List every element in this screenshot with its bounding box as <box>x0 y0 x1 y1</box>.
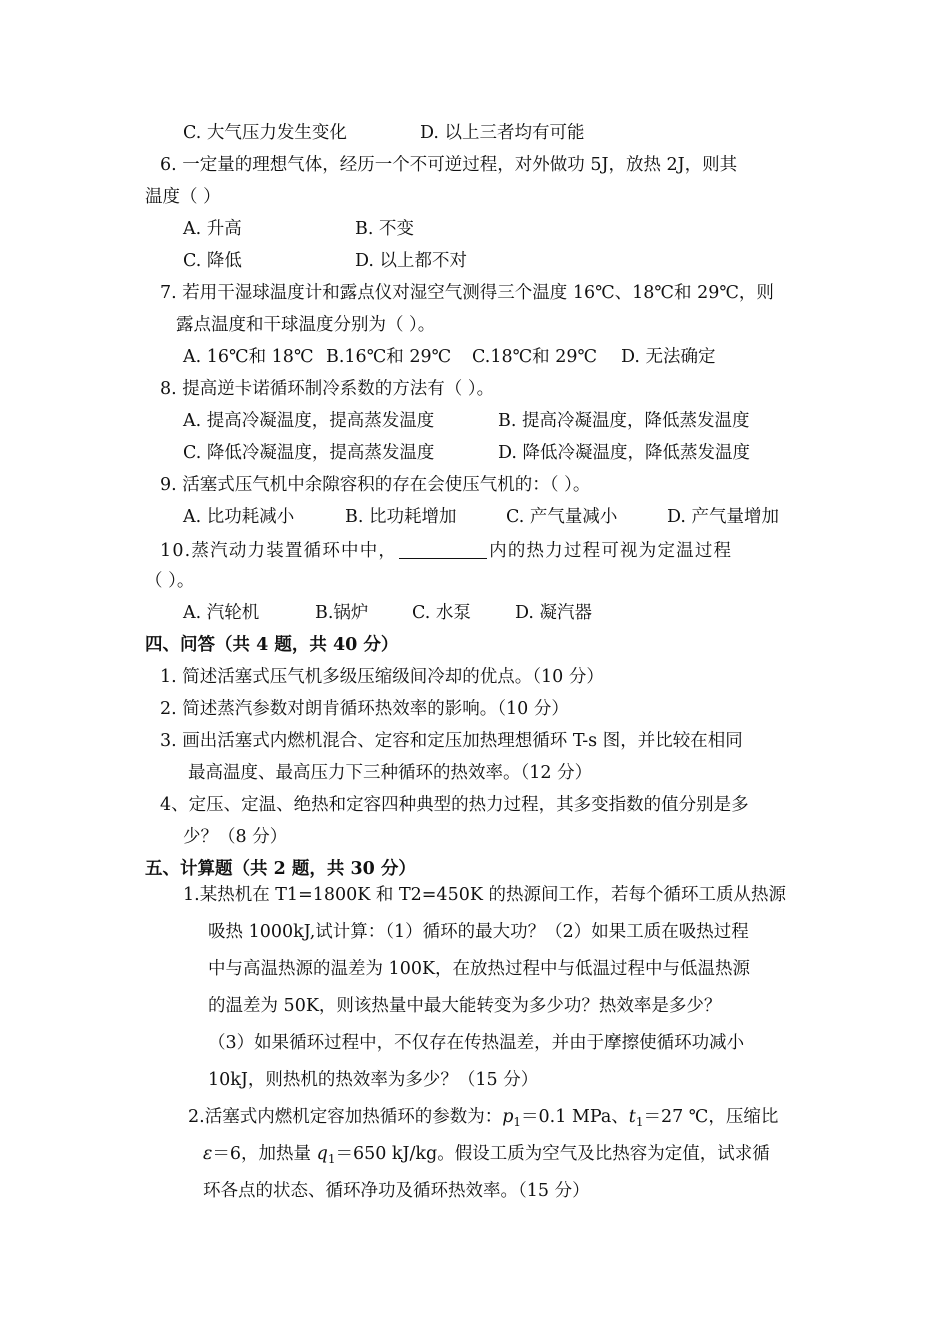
q9-option-d: D. 产气量增加 <box>667 507 780 527</box>
q10-option-d: D. 凝汽器 <box>515 603 593 623</box>
q7-option-a: A. 16℃和 18℃ <box>183 347 314 367</box>
problem1-line3: 中与高温热源的温差为 100K，在放热过程中与低温过程中与低温热源 <box>208 959 751 979</box>
q9-option-b: B. 比功耗增加 <box>345 507 457 527</box>
q10-stem-post: 内的热力过程可视为定温过程 <box>489 541 733 561</box>
q10-option-b: B.锅炉 <box>315 603 369 623</box>
q6-stem-line1: 6. 一定量的理想气体，经历一个不可逆过程，对外做功 5J，放热 2J，则其 <box>160 155 738 175</box>
q10-stem-line1 <box>160 541 732 561</box>
pressure-symbol: p <box>502 1107 514 1127</box>
problem1-line6: 10kJ，则热机的热效率为多少？（15 分） <box>208 1070 539 1090</box>
section4-q4-line1: 4、定压、定温、绝热和定容四种典型的热力过程，其多变指数的值分别是多 <box>160 795 749 815</box>
section4-q1: 1. 简述活塞式压气机多级压缩级间冷却的优点。（10 分） <box>160 667 604 687</box>
section4-q3-line1: 3. 画出活塞式内燃机混合、定容和定压加热理想循环 T-s 图，并比较在相同 <box>160 731 743 751</box>
section4-q3-line2: 最高温度、最高压力下三种循环的热效率。（12 分） <box>188 763 593 783</box>
q9-option-c: C. 产气量减小 <box>506 507 618 527</box>
q10-option-a: A. 汽轮机 <box>183 603 260 623</box>
q10-option-c: C. 水泵 <box>412 603 471 623</box>
q5-option-c: C. 大气压力发生变化 <box>183 123 347 143</box>
q7-option-d: D. 无法确定 <box>621 347 716 367</box>
q5-option-d: D. 以上三者均有可能 <box>420 123 585 143</box>
problem2-line1 <box>188 1109 778 1128</box>
q8-stem: 8. 提高逆卡诺循环制冷系数的方法有（ ）。 <box>160 379 495 399</box>
section4-q2: 2. 简述蒸汽参数对朗肯循环热效率的影响。（10 分） <box>160 699 569 719</box>
problem1-line4: 的温差为 50K，则该热量中最大能转变为多少功？热效率是多少？ <box>208 996 722 1016</box>
q6-option-d: D. 以上都不对 <box>355 251 468 271</box>
problem2-intro: 2.活塞式内燃机定容加热循环的参数为： <box>188 1107 503 1127</box>
problem2-line3: 环各点的状态、循环净功及循环热效率。（15 分） <box>203 1181 590 1201</box>
q6-stem-line2: 温度（ ） <box>145 187 221 207</box>
q6-option-b: B. 不变 <box>355 219 414 239</box>
section5-heading: 五、计算题（共 2 题，共 30 分） <box>145 859 416 879</box>
heat-value-text: ＝650 kJ/kg。假设工质为空气及比热容为定值，试求循 <box>335 1144 770 1164</box>
q8-option-d: D. 降低冷凝温度，降低蒸发温度 <box>498 443 751 463</box>
q10-stem-pre: 10.蒸汽动力装置循环中中， <box>160 541 398 561</box>
q6-option-c: C. 降低 <box>183 251 242 271</box>
q7-option-b: B.16℃和 29℃ <box>326 347 452 367</box>
q6-option-a: A. 升高 <box>183 219 242 239</box>
problem1-line1: 1.某热机在 T1=1800K 和 T2=450K 的热源间工作，若每个循环工质从热源 <box>183 885 786 905</box>
problem1-line5: （3）如果循环过程中，不仅存在传热温差，并由于摩擦使循环功减小 <box>208 1033 745 1053</box>
q7-stem-line2: 露点温度和干球温度分别为（ ）。 <box>176 315 436 335</box>
heat-subscript: 1 <box>327 1152 336 1166</box>
q9-stem: 9. 活塞式压气机中余隙容积的存在会使压气机的：（ ）。 <box>160 475 591 495</box>
q8-option-c: C. 降低冷凝温度，提高蒸发温度 <box>183 443 435 463</box>
epsilon-symbol: ε <box>203 1144 213 1164</box>
q8-option-b: B. 提高冷凝温度，降低蒸发温度 <box>498 411 750 431</box>
q10-stem-line2: （ ）。 <box>145 571 195 591</box>
heat-symbol: q <box>316 1144 328 1164</box>
section4-q4-line2: 少？（8 分） <box>183 827 288 847</box>
temperature-subscript: 1 <box>635 1115 644 1129</box>
temperature-value: ＝27 ℃，压缩比 <box>643 1107 779 1127</box>
q9-option-a: A. 比功耗减小 <box>183 507 295 527</box>
problem1-line2: 吸热 1000kJ,试计算：（1）循环的最大功？（2）如果工质在吸热过程 <box>208 922 749 942</box>
compression-ratio-text: ＝6，加热量 <box>212 1144 317 1164</box>
temperature-symbol: t <box>628 1107 636 1127</box>
pressure-value: ＝0.1 MPa、 <box>521 1107 629 1127</box>
q7-option-c: C.18℃和 29℃ <box>472 347 598 367</box>
fill-in-blank[interactable] <box>399 541 487 559</box>
problem2-line2 <box>203 1146 770 1165</box>
section4-heading: 四、问答（共 4 题，共 40 分） <box>145 635 399 655</box>
q8-option-a: A. 提高冷凝温度，提高蒸发温度 <box>183 411 435 431</box>
q7-stem-line1: 7. 若用干湿球温度计和露点仪对湿空气测得三个温度 16℃、18℃和 29℃，则 <box>160 283 774 303</box>
pressure-subscript: 1 <box>513 1115 522 1129</box>
